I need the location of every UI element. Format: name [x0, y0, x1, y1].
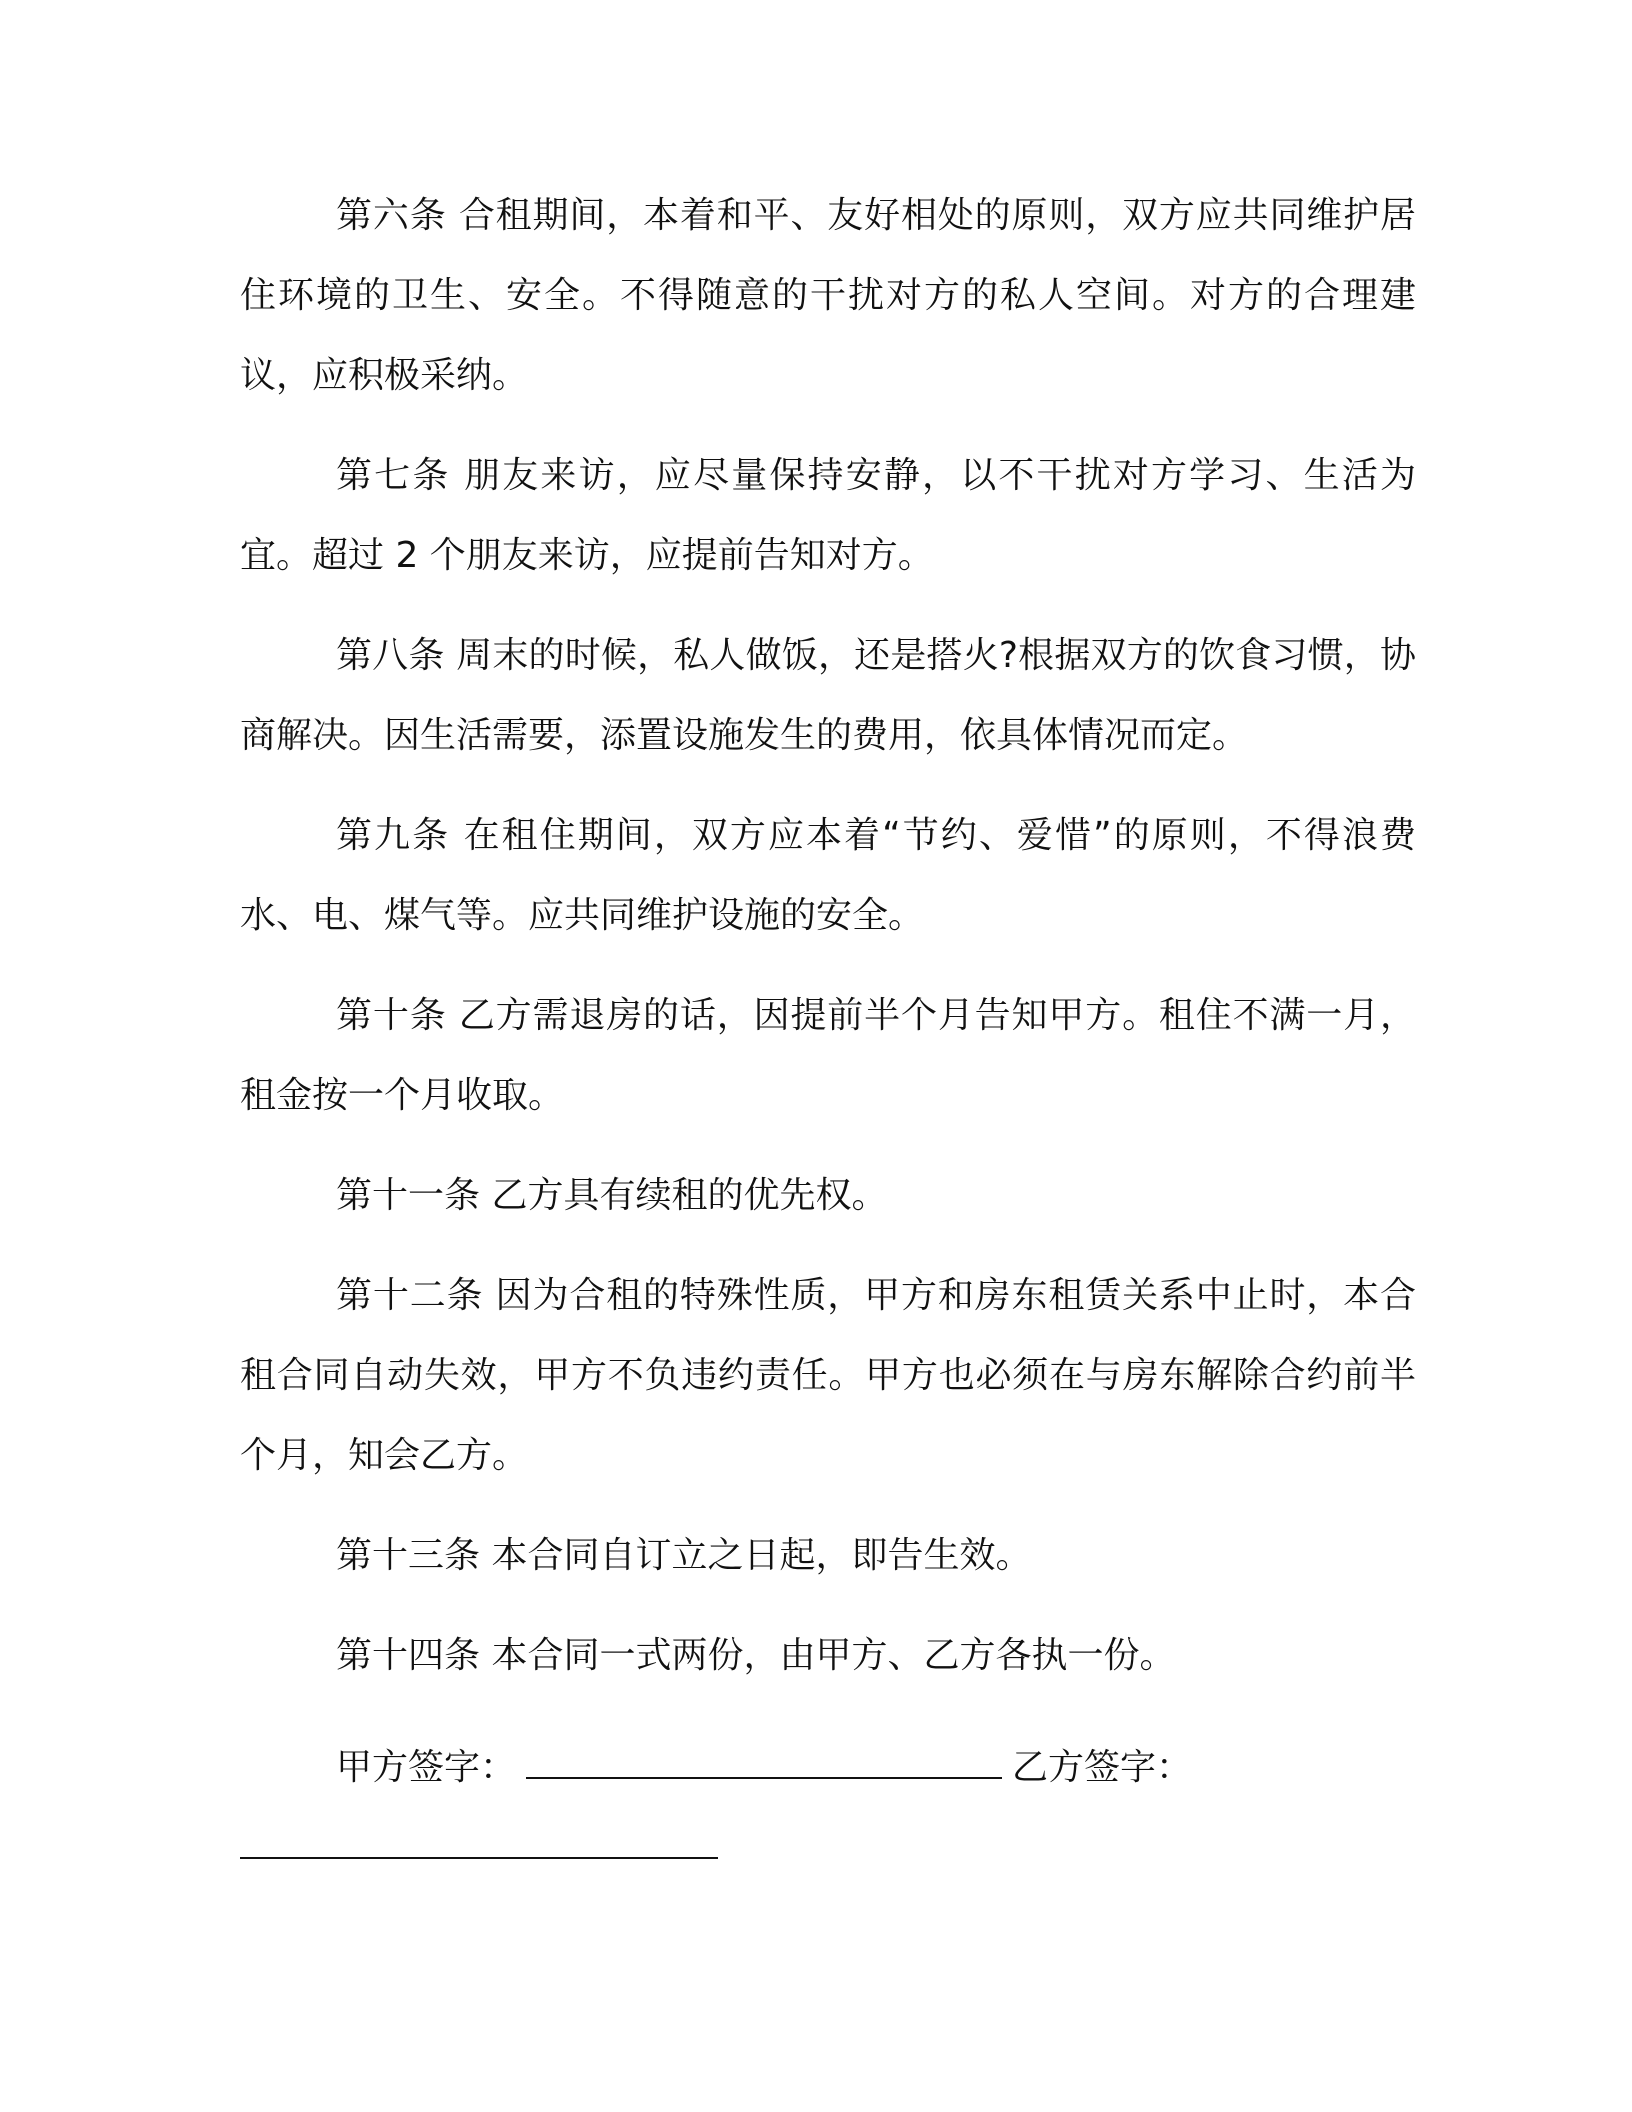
- article-8: 第八条 周末的时候，私人做饭，还是搭火?根据双方的饮食习惯，协商解决。因生活需要，添置设施发生的费用，依具体情况而定。: [240, 635, 1416, 756]
- party-a-signature-label: 甲方签字：: [336, 1747, 517, 1788]
- party-b-signature-line[interactable]: [240, 1827, 718, 1859]
- party-a-signature-line[interactable]: [526, 1747, 1002, 1779]
- party-b-signature-label: 乙方签字：: [1012, 1747, 1193, 1788]
- article-12: 第十二条 因为合租的特殊性质，甲方和房东租赁关系中止时，本合租合同自动失效，甲方不负违约责任。甲方也必须在与房东解除合约前半个月，知会乙方。: [240, 1275, 1416, 1476]
- article-14: 第十四条 本合同一式两份，由甲方、乙方各执一份。: [336, 1635, 1176, 1676]
- article-9: 第九条 在租住期间，双方应本着“节约、爱惜”的原则，不得浪费水、电、煤气等。应共同维护设施的安全。: [240, 815, 1416, 936]
- article-11: 第十一条 乙方具有续租的优先权。: [336, 1175, 888, 1216]
- article-10: 第十条 乙方需退房的话，因提前半个月告知甲方。租住不满一月，租金按一个月收取。: [240, 995, 1416, 1116]
- article-13: 第十三条 本合同自订立之日起，即告生效。: [336, 1535, 1032, 1576]
- signature-block: [240, 1728, 1416, 1808]
- article-6: 第六条 合租期间，本着和平、友好相处的原则，双方应共同维护居住环境的卫生、安全。不得随意的干扰对方的私人空间。对方的合理建议，应积极采纳。: [240, 195, 1416, 396]
- article-7: 第七条 朋友来访，应尽量保持安静，以不干扰对方学习、生活为宜。超过 2 个朋友来访，应提前告知对方。: [240, 455, 1416, 576]
- party-b-signature-row: [240, 1808, 718, 1888]
